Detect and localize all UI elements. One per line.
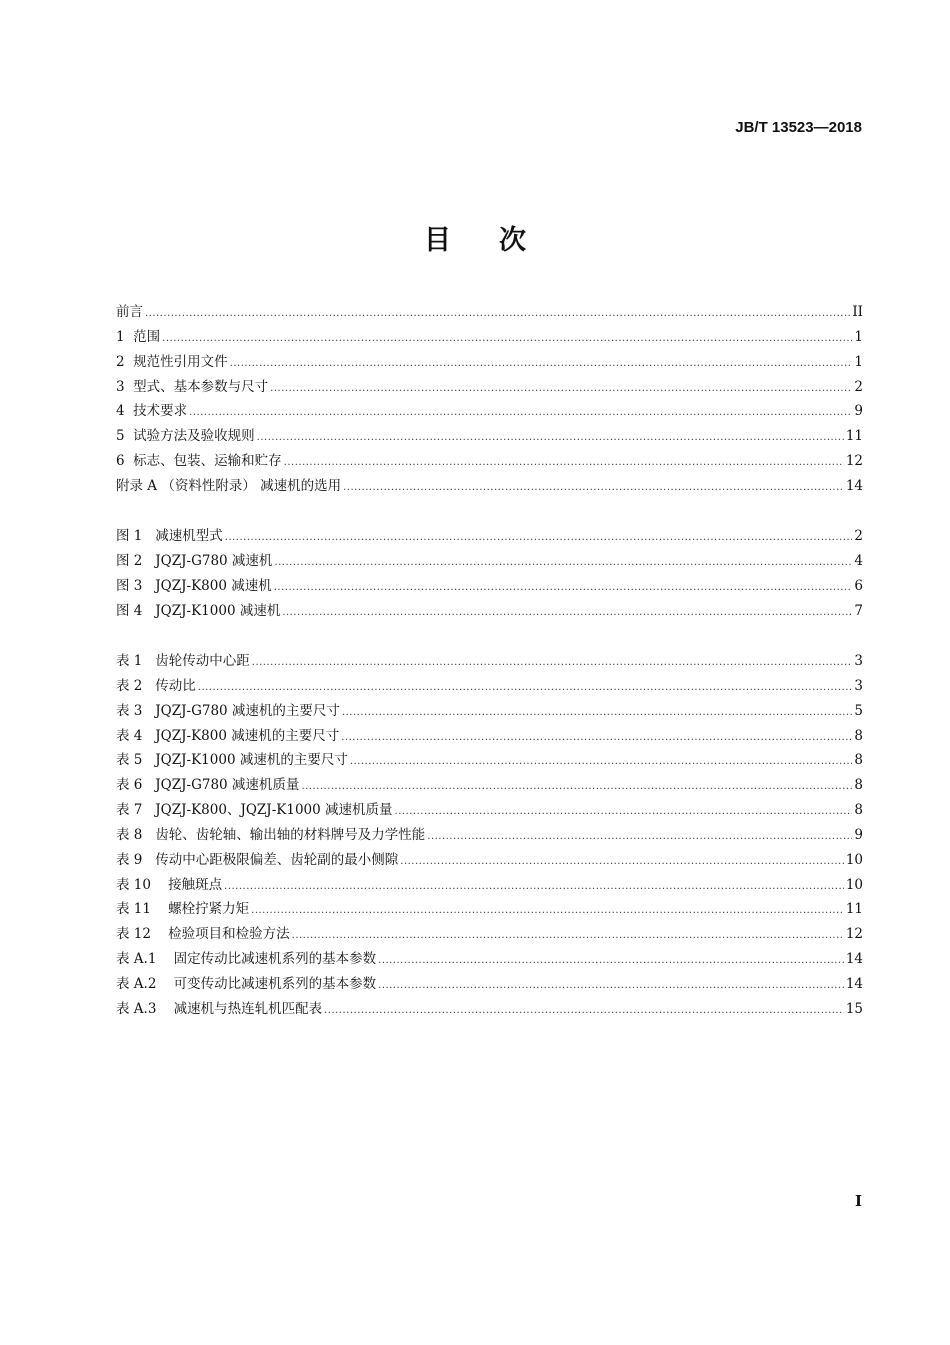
section-entry-label: 6 标志、包装、运输和贮存 — [116, 453, 282, 470]
dot-leader — [282, 607, 852, 618]
dot-leader — [324, 1005, 844, 1016]
figure-entry-label: 图 3 JQZJ-K800 减速机 — [116, 577, 272, 594]
figure-entry-label: 图 1 减速机型式 — [116, 528, 223, 544]
table-entry-page: 8 — [854, 777, 863, 794]
toc-figures — [116, 524, 863, 623]
dot-leader — [395, 806, 853, 817]
table-entry[interactable] — [116, 748, 863, 773]
toc-sections — [116, 300, 863, 499]
dot-leader — [198, 682, 853, 693]
dot-leader — [257, 432, 844, 443]
table-entry-page: 10 — [845, 851, 863, 868]
section-entry[interactable] — [116, 474, 863, 499]
figure-entry[interactable] — [116, 549, 863, 574]
toc-tables — [116, 649, 863, 1022]
section-entry-page: 11 — [845, 428, 863, 445]
table-entry[interactable] — [116, 972, 863, 997]
table-entry-label: 表 12 检验项目和检验方法 — [116, 926, 290, 943]
table-entry-label: 表 A.1 固定传动比减速机系列的基本参数 — [116, 951, 377, 968]
dot-leader — [400, 856, 844, 867]
dot-leader — [341, 732, 852, 743]
dot-leader — [301, 781, 852, 792]
dot-leader — [225, 532, 853, 543]
table-entry-label: 表 A.3 减速机与热连轧机匹配表 — [116, 1000, 323, 1017]
section-entry[interactable] — [116, 300, 863, 325]
dot-leader — [145, 308, 850, 319]
dot-leader — [230, 358, 853, 369]
table-entry-page: 8 — [854, 752, 863, 769]
dot-leader — [342, 707, 852, 718]
section-entry[interactable] — [116, 399, 863, 424]
figure-entry[interactable] — [116, 574, 863, 599]
table-entry[interactable] — [116, 947, 863, 972]
dot-leader — [252, 657, 853, 668]
section-entry-page: 1 — [854, 328, 863, 345]
table-entry-page: 12 — [845, 926, 863, 943]
dot-leader — [343, 482, 844, 493]
section-entry[interactable] — [116, 325, 863, 350]
section-entry-page: 1 — [854, 353, 863, 370]
table-entry-page: 10 — [845, 876, 863, 893]
page-title: 目次 — [424, 225, 574, 256]
dot-leader — [274, 557, 852, 568]
table-entry[interactable] — [116, 848, 863, 873]
section-entry[interactable] — [116, 424, 863, 449]
table-entry-page: 14 — [845, 975, 863, 992]
dot-leader — [274, 582, 853, 593]
figure-entry-page: 6 — [854, 577, 863, 594]
section-entry-label: 4 技术要求 — [116, 403, 188, 420]
table-entry[interactable] — [116, 674, 863, 699]
dot-leader — [378, 955, 844, 966]
table-entry-label: 表 3 JQZJ-G780 减速机的主要尺寸 — [116, 702, 340, 719]
figure-entry[interactable] — [116, 599, 863, 624]
dot-leader — [189, 407, 852, 418]
standard-code: JB/T 13523—2018 — [735, 119, 862, 136]
table-entry-label: 表 7 JQZJ-K800、JQZJ-K1000 减速机质量 — [116, 802, 393, 819]
section-entry[interactable] — [116, 375, 863, 400]
table-entry[interactable] — [116, 897, 863, 922]
section-entry-label: 2 规范性引用文件 — [116, 353, 228, 370]
section-entry[interactable] — [116, 350, 863, 375]
table-entry-page: 8 — [854, 727, 863, 744]
figure-entry[interactable] — [116, 524, 863, 549]
dot-leader — [378, 980, 844, 991]
section-entry-label: 1 范围 — [116, 328, 161, 345]
table-entry-label: 表 5 JQZJ-K1000 减速机的主要尺寸 — [116, 752, 348, 769]
table-entry-label: 表 10 接触斑点 — [116, 876, 223, 893]
table-entry[interactable] — [116, 798, 863, 823]
section-entry-label: 5 试验方法及验收规则 — [116, 428, 255, 445]
table-entry[interactable] — [116, 724, 863, 749]
section-entry[interactable] — [116, 449, 863, 474]
table-entry-page: 3 — [854, 677, 863, 694]
figure-entry-page: 7 — [854, 602, 863, 619]
figure-entry-page: 2 — [854, 528, 863, 544]
table-entry[interactable] — [116, 873, 863, 898]
table-entry-page: 15 — [845, 1000, 863, 1017]
section-entry-label: 前言 — [116, 304, 143, 320]
table-entry-page: 3 — [854, 653, 863, 669]
dot-leader — [284, 457, 844, 468]
dot-leader — [292, 930, 844, 941]
section-entry-label: 3 型式、基本参数与尺寸 — [116, 378, 269, 395]
dot-leader — [224, 881, 844, 892]
page-number: I — [854, 1192, 862, 1210]
section-entry-label: 附录 A （资料性附录） 减速机的选用 — [116, 477, 342, 494]
figure-entry-page: 4 — [854, 552, 863, 569]
section-entry-page: II — [852, 304, 863, 320]
figure-entry-label: 图 4 JQZJ-K1000 减速机 — [116, 602, 281, 619]
table-entry-label: 表 A.2 可变传动比减速机系列的基本参数 — [116, 975, 377, 992]
dot-leader — [427, 831, 852, 842]
table-entry-label: 表 11 螺栓拧紧力矩 — [116, 901, 250, 918]
table-entry-page: 9 — [854, 826, 863, 843]
table-entry[interactable] — [116, 997, 863, 1022]
section-entry-page: 9 — [854, 403, 863, 420]
table-entry[interactable] — [116, 823, 863, 848]
table-entry[interactable] — [116, 773, 863, 798]
table-entry-page: 8 — [854, 802, 863, 819]
dot-leader — [162, 333, 852, 344]
table-entry[interactable] — [116, 699, 863, 724]
section-entry-page: 2 — [854, 378, 863, 395]
table-entry[interactable] — [116, 922, 863, 947]
table-entry-label: 表 6 JQZJ-G780 减速机质量 — [116, 777, 300, 794]
table-entry-label: 表 1 齿轮传动中心距 — [116, 653, 250, 669]
table-entry-page: 11 — [845, 901, 863, 918]
table-entry-label: 表 8 齿轮、齿轮轴、输出轴的材料牌号及力学性能 — [116, 826, 426, 843]
dot-leader — [350, 756, 853, 767]
figure-entry-label: 图 2 JQZJ-G780 减速机 — [116, 552, 273, 569]
dot-leader — [251, 905, 844, 916]
table-entry-label: 表 2 传动比 — [116, 677, 196, 694]
table-entry-label: 表 9 传动中心距极限偏差、齿轮副的最小侧隙 — [116, 851, 399, 868]
table-entry-page: 5 — [854, 702, 863, 719]
dot-leader — [270, 383, 852, 394]
table-entry[interactable] — [116, 649, 863, 674]
section-entry-page: 14 — [845, 477, 863, 494]
table-entry-label: 表 4 JQZJ-K800 减速机的主要尺寸 — [116, 727, 340, 744]
table-entry-page: 14 — [845, 951, 863, 968]
section-entry-page: 12 — [845, 453, 863, 470]
